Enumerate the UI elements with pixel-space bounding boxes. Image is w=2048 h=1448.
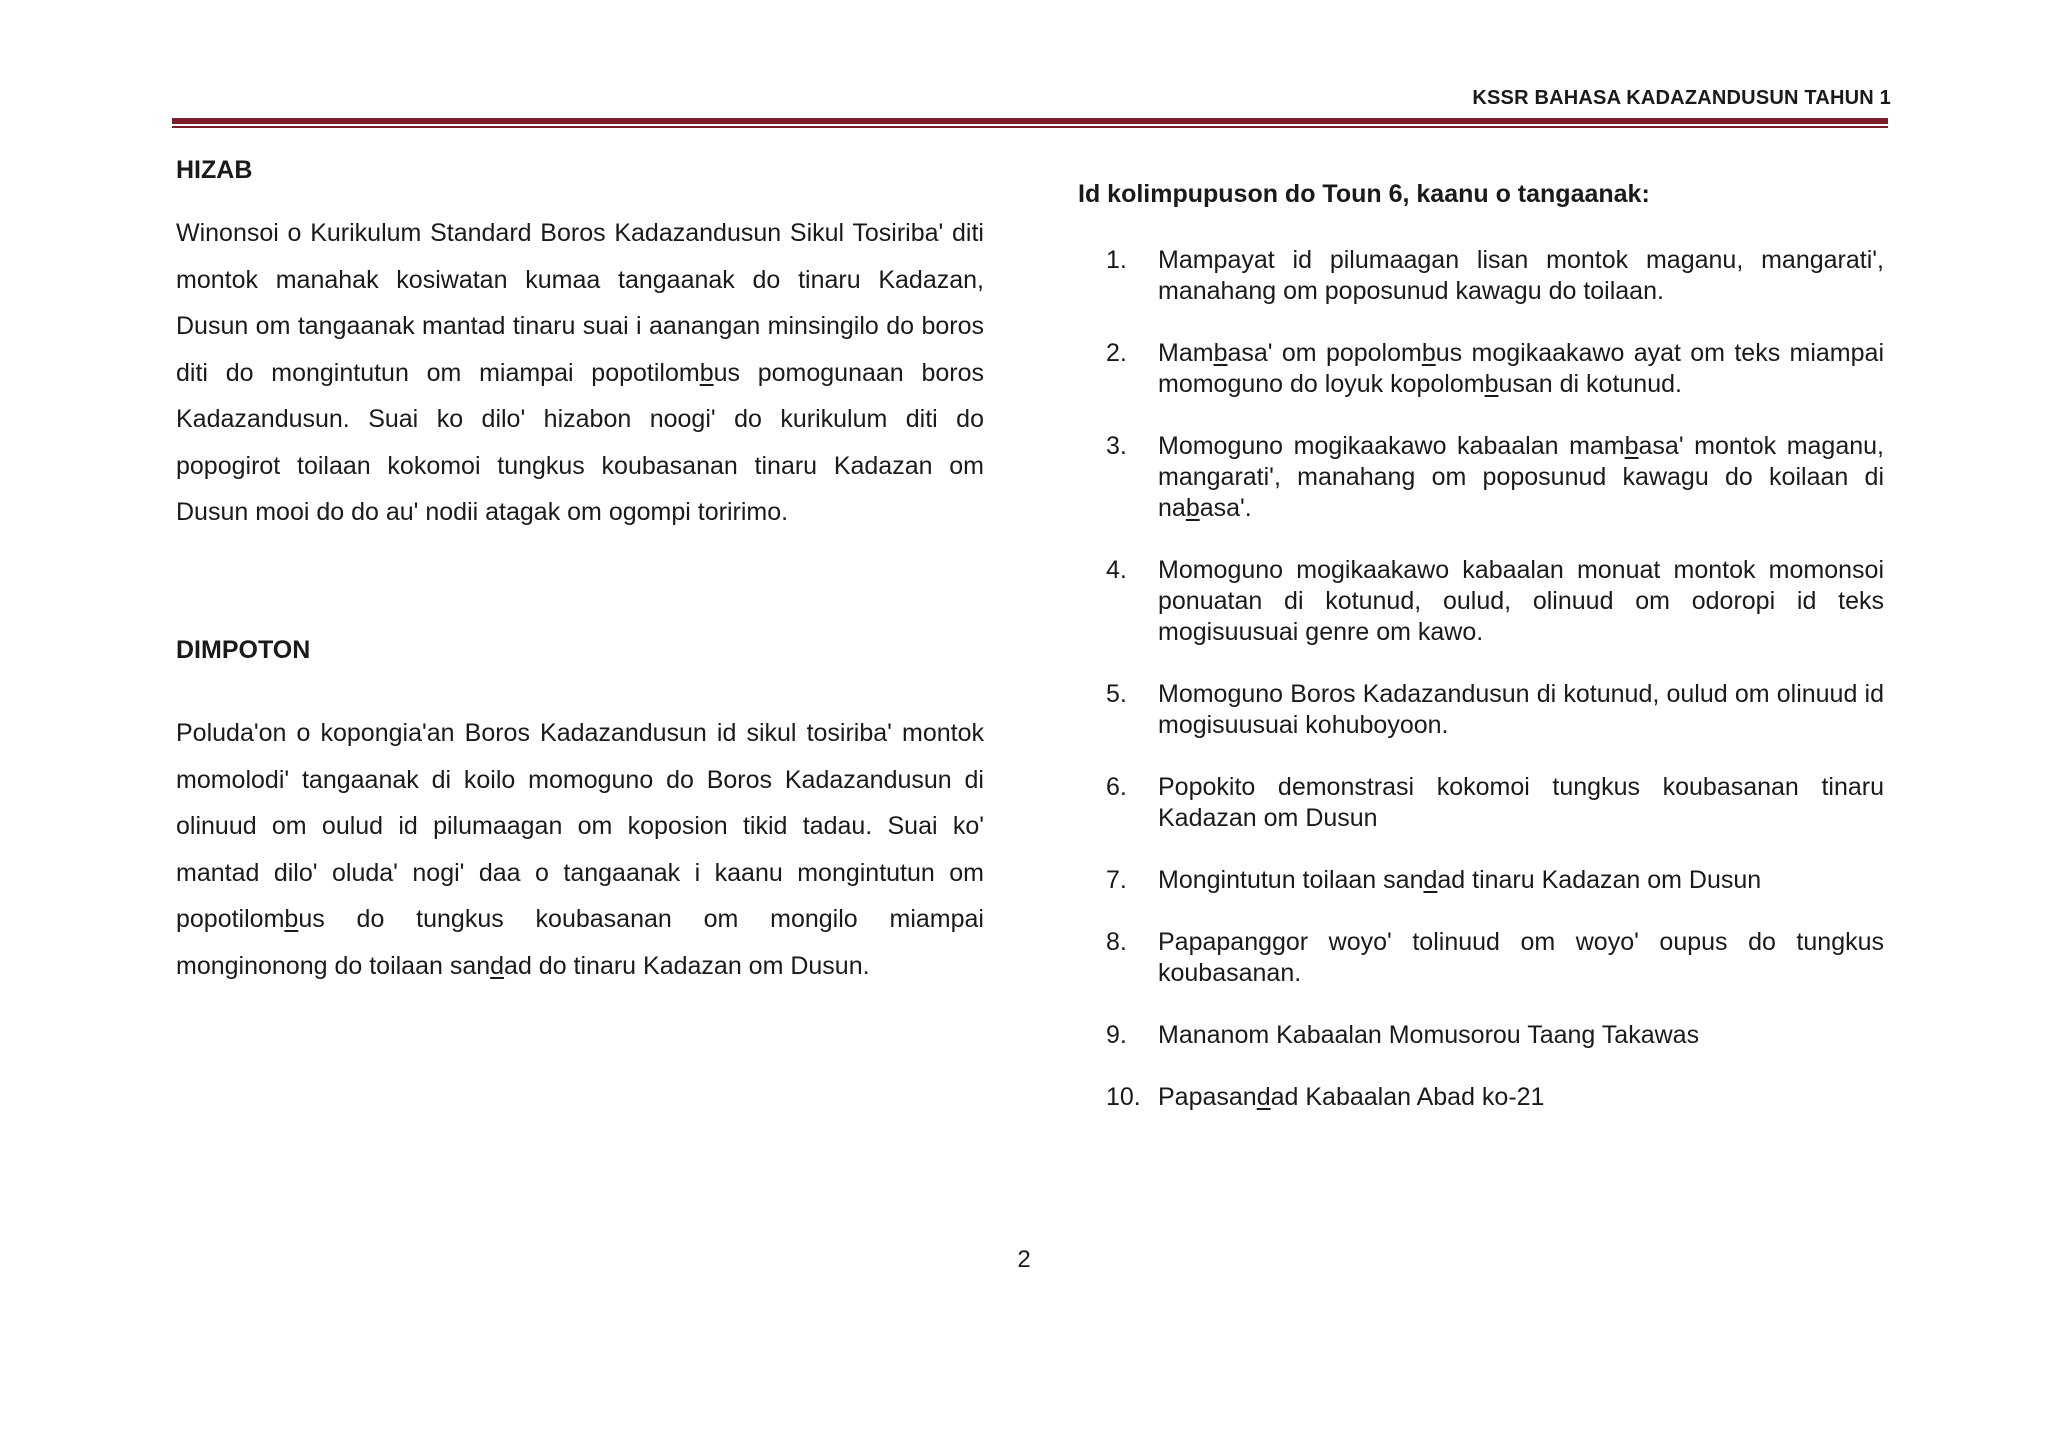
header-rule-thick xyxy=(172,118,1888,124)
page-number: 2 xyxy=(1017,1246,1031,1273)
objective-item-6 xyxy=(1078,772,1884,834)
objective-underlined-letter: b xyxy=(1213,339,1228,367)
objective-underlined-letter: d xyxy=(1256,1083,1271,1111)
objective-item-9 xyxy=(1078,1020,1884,1051)
objective-number: 10. xyxy=(1106,1083,1141,1111)
objective-underlined-letter: b xyxy=(1185,494,1200,522)
objective-underlined-letter: d xyxy=(1423,866,1438,894)
dimpoton-text-3: ad do tinaru Kadazan om Dusun. xyxy=(504,951,870,980)
objective-text: Popokito demonstrasi kokomoi tungkus koubasanan tinaru Kadazan om Dusun xyxy=(1158,773,1884,832)
objective-text: Mam xyxy=(1158,339,1214,367)
hizab-underlined-letter: b xyxy=(699,358,714,387)
objective-text: Momoguno mogikaakawo kabaalan mam xyxy=(1158,432,1625,460)
hizab-paragraph xyxy=(176,210,984,536)
objective-text: Papasan xyxy=(1158,1083,1257,1111)
objective-text: asa' om popolom xyxy=(1227,339,1422,367)
objective-item-5 xyxy=(1078,679,1884,741)
dimpoton-text-1: Poluda'on o kopongia'an Boros Kadazandusun id sikul tosiriba' montok momolodi' tangaanak di koilo momoguno do Boros Kadazandusun di olinuud om oulud id pilumaagan om koposion tikid tadau. Suai ko' mantad dilo' oluda' nogi' daa o tangaanak i kaanu mongintutun om popotilom xyxy=(176,719,984,933)
dimpoton-heading: DIMPOTON xyxy=(176,636,311,664)
objective-text: Momoguno Boros Kadazandusun di kotunud, oulud om olinuud id mogisuusuai kohuboyoon. xyxy=(1158,680,1884,739)
objective-text: ad tinaru Kadazan om Dusun xyxy=(1437,866,1762,894)
objective-text: asa'. xyxy=(1199,494,1252,522)
objective-text: us mogikaakawo ayat om teks miampai momoguno do loyuk kopolom xyxy=(1158,339,1884,398)
header-rule xyxy=(172,118,1888,128)
header-rule-thin xyxy=(172,126,1888,128)
objective-item-7 xyxy=(1078,865,1884,896)
objective-item-4 xyxy=(1078,555,1884,648)
objective-number: 5. xyxy=(1106,680,1127,708)
dimpoton-paragraph xyxy=(176,710,984,989)
objective-number: 3. xyxy=(1106,432,1127,460)
page-header-title: KSSR BAHASA KADAZANDUSUN TAHUN 1 xyxy=(1472,87,1891,109)
objective-text: usan di kotunud. xyxy=(1498,370,1682,398)
objective-number: 1. xyxy=(1106,246,1127,274)
objective-text: Papapanggor woyo' tolinuud om woyo' oupus do tungkus koubasanan. xyxy=(1158,928,1884,987)
objective-text: Mongintutun toilaan san xyxy=(1158,866,1424,894)
objective-text: ad Kabaalan Abad ko-21 xyxy=(1270,1083,1545,1111)
objective-item-10 xyxy=(1078,1082,1884,1113)
dimpoton-underlined-letter-2: d xyxy=(490,951,505,980)
objective-underlined-letter: b xyxy=(1421,339,1436,367)
objective-number: 7. xyxy=(1106,866,1127,894)
objective-text: Mampayat id pilumaagan lisan montok maganu, mangarati', manahang om poposunud kawagu do toilaan. xyxy=(1158,246,1884,305)
dimpoton-underlined-letter-1: b xyxy=(284,905,299,933)
objective-item-8 xyxy=(1078,927,1884,989)
right-column xyxy=(1078,180,1884,1111)
hizab-heading: HIZAB xyxy=(176,156,253,184)
objective-number: 4. xyxy=(1106,556,1127,584)
objective-item-2 xyxy=(1078,338,1884,400)
objectives-heading: Id kolimpupuson do Toun 6, kaanu o tangaanak: xyxy=(1078,180,1650,208)
objective-text: Momoguno mogikaakawo kabaalan monuat montok momonsoi ponuatan di kotunud, oulud, olinuud om odoropi id teks mogisuusuai genre om kawo. xyxy=(1158,556,1884,646)
objective-number: 9. xyxy=(1106,1021,1127,1049)
objective-item-3 xyxy=(1078,431,1884,524)
dimpoton-text-2: us do tungkus koubasanan om mongilo miampai monginonong do toilaan san xyxy=(176,905,984,980)
hizab-text-1: Winonsoi o Kurikulum Standard Boros Kadazandusun Sikul Tosiriba' diti montok manahak kosiwatan kumaa tangaanak do tinaru Kadazan, Dusun om tangaanak mantad tinaru suai i aanangan minsingilo do boros diti do mongintutun om miampai popotilom xyxy=(176,219,984,387)
objective-number: 2. xyxy=(1106,339,1127,367)
objective-underlined-letter: b xyxy=(1484,370,1499,398)
objective-item-1 xyxy=(1078,245,1884,307)
objective-text: asa' montok maganu, mangarati', manahang om poposunud kawagu do koilaan di na xyxy=(1158,432,1884,522)
objective-text: Mananom Kabaalan Momusorou Taang Takawas xyxy=(1158,1021,1700,1049)
objective-number: 6. xyxy=(1106,773,1127,801)
objective-underlined-letter: b xyxy=(1624,432,1639,460)
hizab-text-2: us pomogunaan boros Kadazandusun. Suai ko dilo' hizabon noogi' do kurikulum diti do popogirot toilaan kokomoi tungkus koubasanan tinaru Kadazan om Dusun mooi do do au' nodii atagak om ogompi toririmo. xyxy=(176,358,984,526)
objective-number: 8. xyxy=(1106,928,1127,956)
objectives-list xyxy=(1078,245,1884,1144)
